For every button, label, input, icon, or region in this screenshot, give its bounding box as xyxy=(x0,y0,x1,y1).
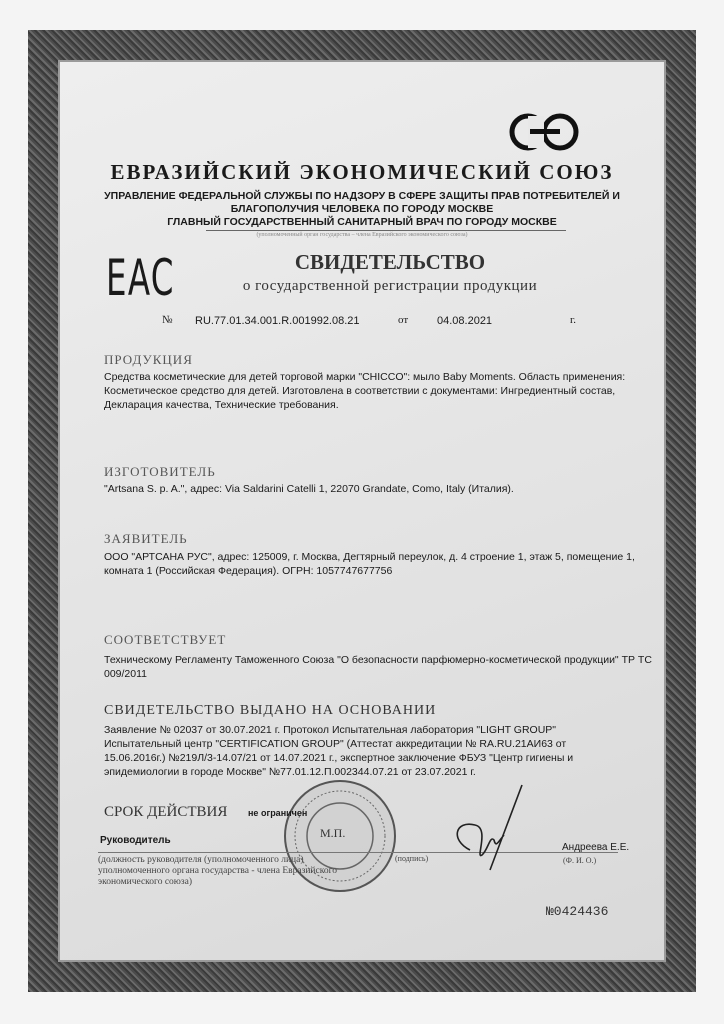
manufacturer-text: "Artsana S. p. A.", адрес: Via Saldarini Catelli 1, 22070 Grandate, Como, Italy (Италия). xyxy=(104,483,514,495)
validity-heading: СРОК ДЕЙСТВИЯ xyxy=(104,804,228,820)
agency-caption: (уполномоченный орган государства – члена Евразийского экономического союза) xyxy=(256,232,468,238)
eac-logo: EAC xyxy=(106,249,175,307)
conforms-text: Техническому Регламенту Таможенного Союза "О безопасности парфюмерно-косметической продукции" ТР ТС 009/2011 xyxy=(104,654,652,680)
union-title: ЕВРАЗИЙСКИЙ ЭКОНОМИЧЕСКИЙ СОЮЗ xyxy=(110,160,614,184)
certificate-subtitle: о государственной регистрации продукции xyxy=(242,278,538,294)
certificate-title: СВИДЕТЕЛЬСТВО xyxy=(294,250,486,274)
certificate-date: 04.08.2021 xyxy=(437,315,493,327)
basis-text: Заявление № 02037 от 30.07.2021 г. Протокол Испытательная лаборатория "LIGHT GROUP" Испытательный центр "CERTIFICATION GROUP" (Аттестат аккредитации № RA.RU.21АИ63 от 15.06.2016г.) №219Л/3-14.07/21 от 14.07.2021 г., экспертное заключение ФБУЗ "Центр гигиены и эпидемиологии в городе Москве" №77.01.12.П.002344.07.21 от 23.07.2021 г. xyxy=(104,724,574,778)
agency-line-3: ГЛАВНЫЙ ГОСУДАРСТВЕННЫЙ САНИТАРНЫЙ ВРАЧ ПО ГОРОДУ МОСКВЕ xyxy=(167,216,557,228)
divider xyxy=(206,230,566,231)
signer-name: Андреева Е.Е. xyxy=(562,842,630,853)
agency-line-2: БЛАГОПОЛУЧИЯ ЧЕЛОВЕКА ПО ГОРОДУ МОСКВЕ xyxy=(230,203,494,215)
name-caption: (Ф. И. О.) xyxy=(563,856,597,865)
conforms-heading: СООТВЕТСТВУЕТ xyxy=(104,632,227,647)
signature-scribble xyxy=(420,780,530,895)
basis-heading: СВИДЕТЕЛЬСТВО ВЫДАНО НА ОСНОВАНИИ xyxy=(104,703,437,718)
signer-role: Руководитель xyxy=(100,835,171,846)
validity-value: не ограничен xyxy=(248,808,308,818)
signature-caption: (подпись) xyxy=(395,854,429,863)
date-from-label: от xyxy=(398,314,409,326)
form-number: №0424436 xyxy=(546,904,609,919)
signature-line xyxy=(98,852,618,853)
role-caption: (должность руководителя (уполномоченного лица) уполномоченного органа государства - члена Евразийского экономического союза) xyxy=(98,855,337,887)
certificate-number: RU.77.01.34.001.R.001992.08.21 xyxy=(195,315,360,327)
applicant-text: ООО "АРТСАНА РУС", адрес: 125009, г. Москва, Дегтярный переулок, д. 4 строение 1, этаж 5, помещение 1, комната 1 (Российская Федерация). ОГРН: 1057747677756 xyxy=(104,551,635,577)
agency-line-1: УПРАВЛЕНИЕ ФЕДЕРАЛЬНОЙ СЛУЖБЫ ПО НАДЗОРУ В СФЕРЕ ЗАЩИТЫ ПРАВ ПОТРЕБИТЕЛЕЙ И xyxy=(104,190,620,202)
product-text: Средства косметические для детей торговой марки "CHICCO": мыло Baby Moments. Область применения: Косметическое средство для детей. Изготовлена в соответствии с документами: Ингредиентный состав, Декларация качества, Технические требования. xyxy=(104,371,626,411)
applicant-heading: ЗАЯВИТЕЛЬ xyxy=(104,531,188,546)
year-suffix: г. xyxy=(570,314,577,326)
product-heading: ПРОДУКЦИЯ xyxy=(104,352,193,367)
stamp-text: М.П. xyxy=(320,826,346,840)
manufacturer-heading: ИЗГОТОВИТЕЛЬ xyxy=(104,464,216,479)
number-label: № xyxy=(162,314,173,326)
se-logo xyxy=(508,112,582,152)
